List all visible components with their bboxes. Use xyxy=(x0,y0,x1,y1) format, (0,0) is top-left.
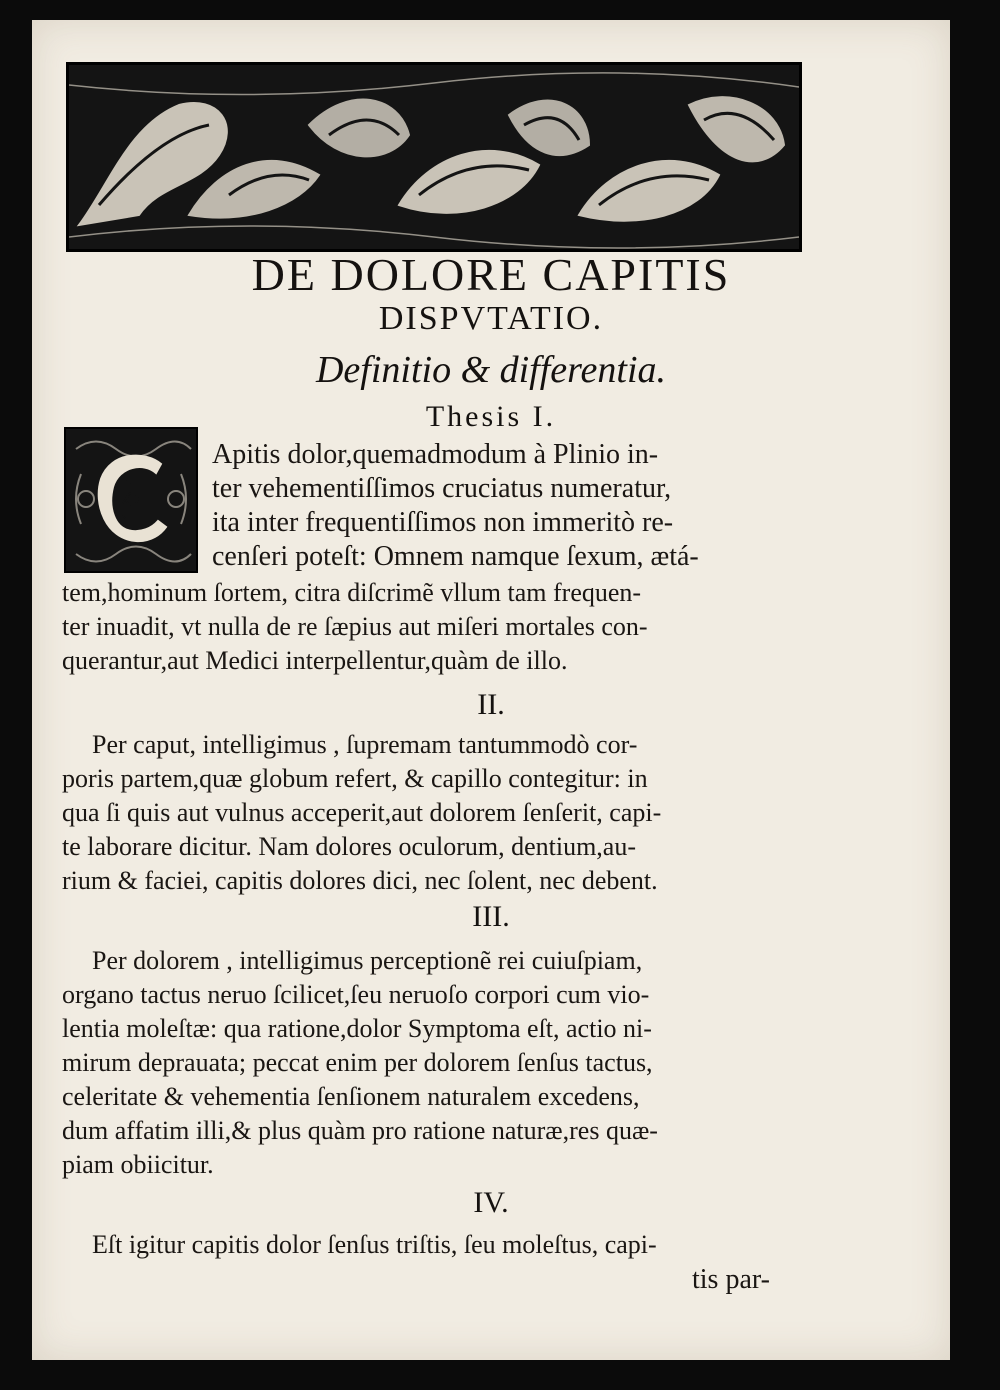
book-page xyxy=(32,20,950,1360)
text-line: organo tactus neruo ſcilicet,ſeu neruoſo corpori cum vio- xyxy=(62,980,650,1009)
section-subtitle: Definitio & differentia. xyxy=(315,349,667,391)
text-line: dum affatim illi,& plus quàm pro ratione naturæ,res quæ- xyxy=(62,1116,658,1145)
text-line: lentia moleſtæ: qua ratione,dolor Symptoma eſt, actio ni- xyxy=(62,1014,652,1043)
text-line: tem,hominum ſortem, citra diſcrimẽ vllum tam frequen- xyxy=(62,578,642,607)
woodcut-ornament-icon xyxy=(69,65,799,249)
text-line: Eſt igitur capitis dolor ſenſus triſtis, ſeu moleſtus, capi- xyxy=(92,1230,657,1259)
page-subtitle: DISPVTATIO. xyxy=(378,300,604,337)
text-line: rium & faciei, capitis dolores dici, nec ſolent, nec debent. xyxy=(62,866,658,895)
text-line: querantur,aut Medici interpellentur,quàm de illo. xyxy=(62,646,568,675)
text-line: cenſeri poteſt: Omnem namque ſexum, ætá- xyxy=(212,541,699,572)
text-line: ita inter frequentiſſimos non immeritò re- xyxy=(212,507,674,538)
text-line: poris partem,quæ globum refert, & capillo contegitur: in xyxy=(62,764,648,793)
page-title: DE DOLORE CAPITIS xyxy=(251,249,731,300)
text-line: Per dolorem , intelligimus perceptionẽ rei cuiuſpiam, xyxy=(92,946,643,975)
text-line: ter vehementiſſimos cruciatus numeratur, xyxy=(212,473,672,504)
thesis-heading: Thesis I. xyxy=(425,400,557,433)
decorated-initial-icon xyxy=(66,429,196,571)
text-line: qua ſi quis aut vulnus acceperit,aut dolorem ſenſerit, capi- xyxy=(62,798,662,827)
catchword: tis par- xyxy=(692,1264,770,1295)
text-line: Per caput, intelligimus , ſupremam tantummodò cor- xyxy=(92,730,638,759)
thesis-numeral: III. xyxy=(472,900,510,933)
decorated-initial xyxy=(64,427,198,573)
text-line: Apitis dolor,quemadmodum à Plinio in- xyxy=(212,439,659,470)
text-line: ter inuadit, vt nulla de re ſæpius aut miſeri mortales con- xyxy=(62,612,648,641)
text-line: te laborare dicitur. Nam dolores oculorum, dentium,au- xyxy=(62,832,636,861)
text-line: mirum deprauata; peccat enim per dolorem ſenſus tactus, xyxy=(62,1048,653,1077)
thesis-numeral: II. xyxy=(477,688,505,721)
thesis-numeral: IV. xyxy=(473,1186,509,1219)
text-line: celeritate & vehementia ſenſionem naturalem excedens, xyxy=(62,1082,640,1111)
woodcut-headpiece xyxy=(66,62,802,252)
text-line: piam obiicitur. xyxy=(62,1150,214,1179)
